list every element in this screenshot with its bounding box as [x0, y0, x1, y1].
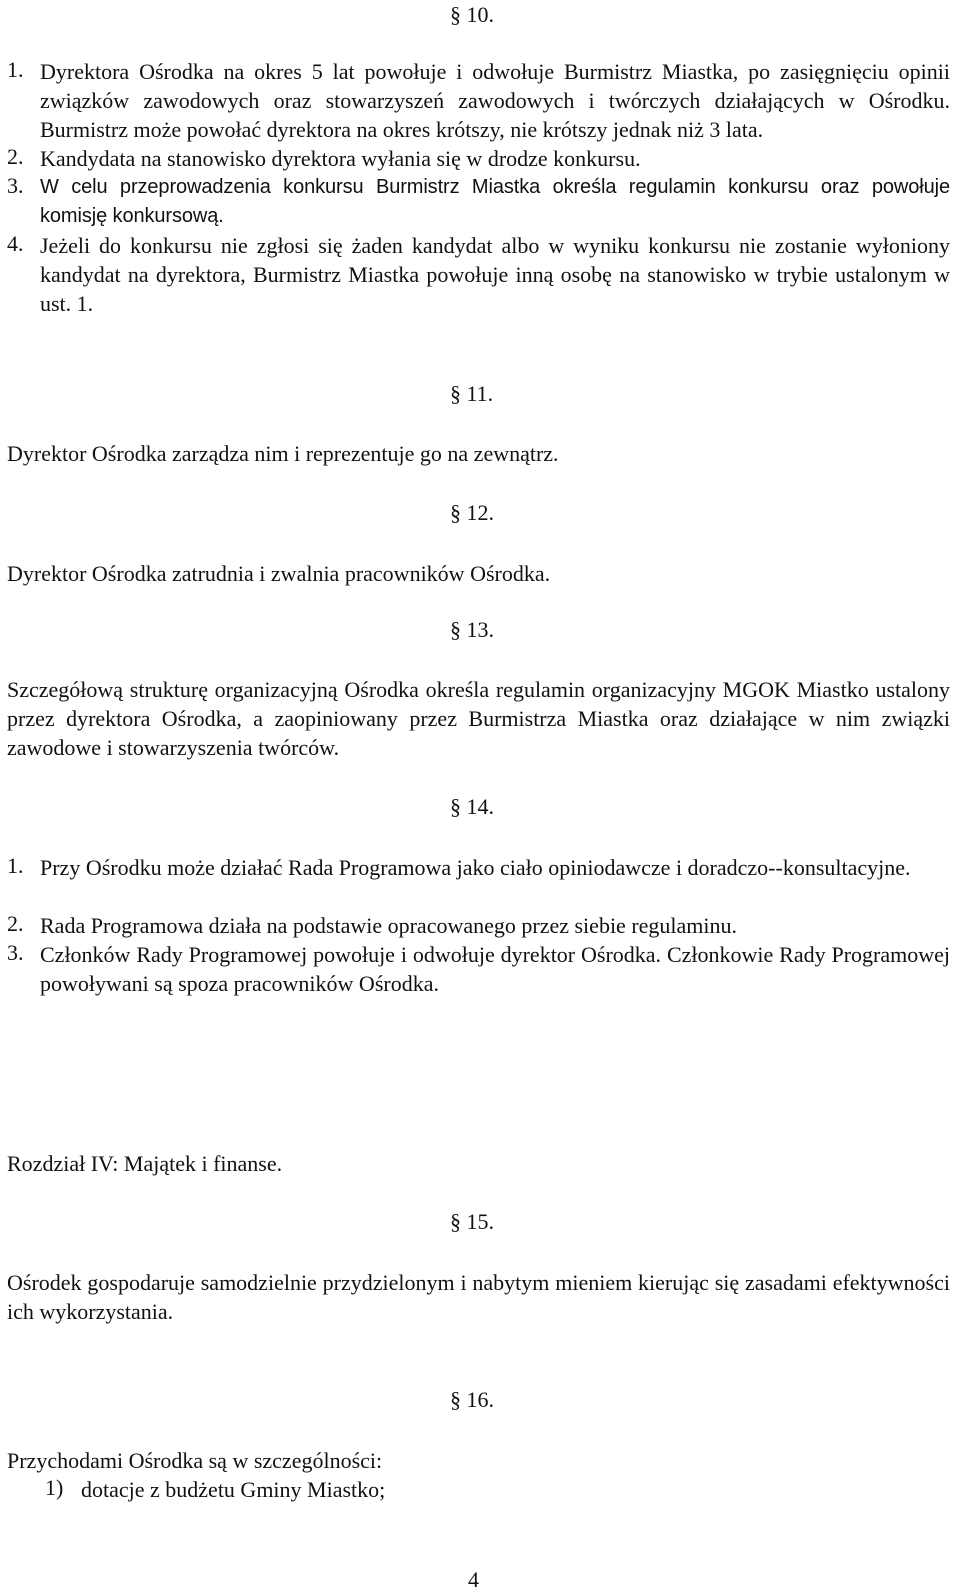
section-mark: § — [450, 1387, 461, 1412]
paragraph: Ośrodek gospodaruje samodzielnie przydzielonym i nabytym mieniem kierując się zasadami efektywności ich wykorzystania. — [7, 1270, 950, 1324]
section-number: 16. — [466, 1387, 494, 1412]
list-item — [7, 144, 950, 173]
section-number: 14. — [466, 794, 494, 819]
list-item — [45, 1475, 950, 1504]
list-item — [7, 940, 950, 998]
section-number: 10. — [466, 2, 494, 27]
item-number: 3. — [7, 173, 24, 198]
list-item — [7, 231, 950, 318]
page-number: 4 — [468, 1567, 479, 1592]
item-number: 3. — [7, 940, 24, 965]
section-heading-13 — [450, 617, 494, 643]
item-text: dotacje z budżetu Gminy Miastko; — [81, 1477, 386, 1502]
paragraph: Dyrektor Ośrodka zarządza nim i reprezentuje go na zewnątrz. — [7, 441, 559, 466]
item-number: 4. — [7, 231, 24, 256]
section-heading-11 — [450, 381, 493, 407]
section-heading-16 — [450, 1387, 494, 1413]
section-number: 11. — [466, 381, 494, 406]
paragraph: Przychodami Ośrodka są w szczególności: — [7, 1448, 383, 1473]
item-text: Członków Rady Programowej powołuje i odwołuje dyrektor Ośrodka. Członkowie Rady Programowej powoływani są spoza pracowników Ośrodka. — [40, 942, 950, 996]
section-heading-12 — [450, 500, 494, 526]
section-mark: § — [450, 794, 461, 819]
item-text: Jeżeli do konkursu nie zgłosi się żaden kandydat albo w wyniku konkursu nie zostanie wyłoniony kandydat na dyrektora, Burmistrz Miastka powołuje inną osobę na stanowisko w trybie ustalonym w ust. 1. — [40, 233, 950, 316]
item-number: 1. — [7, 853, 24, 878]
item-text: W celu przeprowadzenia konkursu Burmistrz Miastka określa regulamin konkursu oraz powołuje komisję konkursową. — [40, 176, 950, 227]
section-mark: § — [450, 1209, 461, 1234]
item-number: 2. — [7, 144, 24, 169]
item-text: Rada Programowa działa na podstawie opracowanego przez siebie regulaminu. — [40, 913, 738, 938]
section-number: 15. — [466, 1209, 494, 1234]
section-mark: § — [450, 381, 461, 406]
chapter-title: Rozdział IV: Majątek i finanse. — [7, 1151, 283, 1176]
item-number: 2. — [7, 911, 24, 936]
item-number: 1) — [45, 1475, 64, 1500]
list-item — [7, 853, 950, 882]
list-item — [7, 173, 950, 231]
section-heading-15 — [450, 1209, 494, 1235]
list-item — [7, 911, 950, 940]
section-mark: § — [450, 617, 461, 642]
paragraph: Dyrektor Ośrodka zatrudnia i zwalnia pracowników Ośrodka. — [7, 561, 551, 586]
section-mark: § — [450, 2, 461, 27]
section-heading-14 — [450, 794, 494, 820]
item-number: 1. — [7, 57, 24, 82]
section-number: 13. — [466, 617, 494, 642]
list-item — [7, 57, 950, 144]
paragraph: Szczegółową strukturę organizacyjną Ośrodka określa regulamin organizacyjny MGOK Miastko ustalony przez dyrektora Ośrodka, a zaopiniowany przez Burmistrza Miastka oraz działające w nim związki zawodowe i stowarzyszenia twórców. — [7, 677, 950, 760]
section-number: 12. — [466, 500, 494, 525]
item-text: Kandydata na stanowisko dyrektora wyłania się w drodze konkursu. — [40, 146, 641, 171]
section-heading-10 — [450, 2, 494, 28]
section-mark: § — [450, 500, 461, 525]
item-text: Przy Ośrodku może działać Rada Programowa jako ciało opiniodawcze i doradczo--konsultacyjne. — [40, 855, 911, 880]
item-text: Dyrektora Ośrodka na okres 5 lat powołuje i odwołuje Burmistrz Miastka, po zasięgnięciu opinii związków zawodowych oraz stowarzyszeń zawodowych i twórczych działających w Ośrodku. Burmistrz może powołać dyrektora na okres krótszy, nie krótszy jednak niż 3 lata. — [40, 59, 950, 142]
